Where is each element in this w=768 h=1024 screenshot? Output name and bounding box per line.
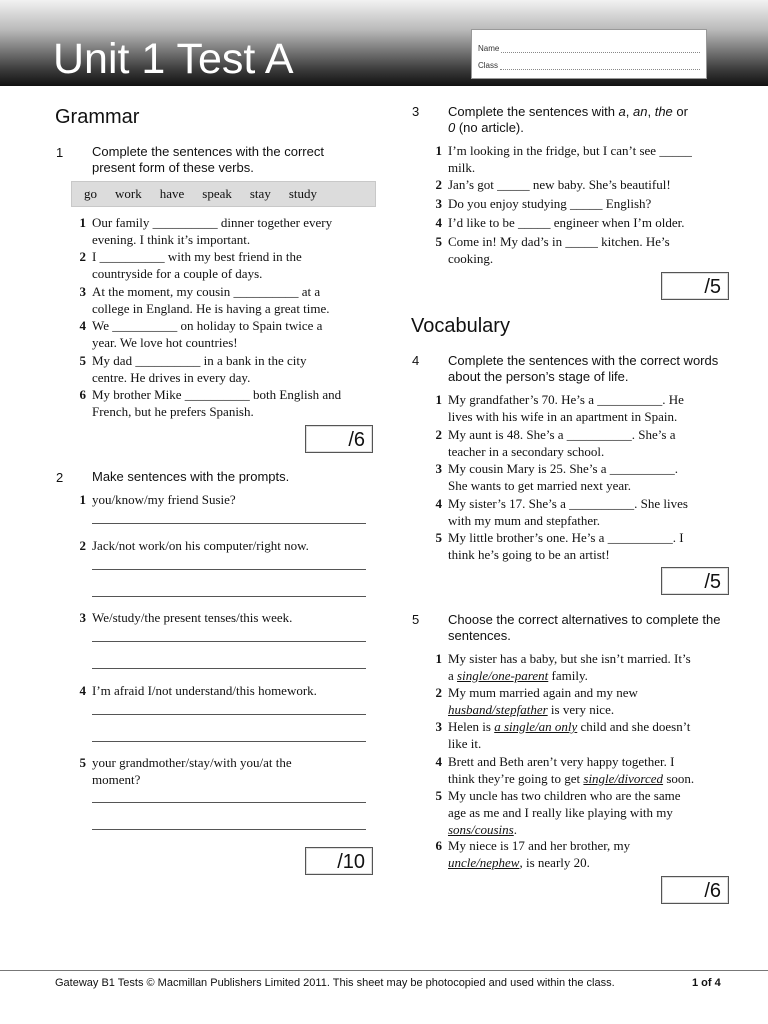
ex1-item-1: 1 Our family __________ dinner together every evening. I think it’s important. (79, 215, 333, 247)
ex2-item-5: 5 your grandmother/stay/with you/at the moment? (79, 755, 292, 787)
ex5-score-box[interactable]: /6 (661, 876, 729, 904)
ex1-item-6: 6 My brother Mike __________ both English and French, but he prefers Spanish. (79, 387, 342, 419)
ex4-item-3: 3 My cousin Mary is 25. She’s a __________. She wants to get married next year. (435, 461, 679, 493)
word-work: work (115, 186, 142, 201)
ex2-answer-line-3b[interactable] (92, 668, 366, 669)
verb-word-box (71, 181, 376, 207)
ex2-score-box[interactable]: /10 (305, 847, 373, 875)
ex4-item-1: 1 My grandfather’s 70. He’s a __________. He lives with his wife in an apartment in Spain. (435, 392, 684, 424)
ex1-item-3: 3 At the moment, my cousin __________ at a college in England. He is having a great time. (79, 284, 330, 316)
footer-copyright: Gateway B1 Tests © Macmillan Publishers Limited 2011. This sheet may be photocopied and used within the class. (55, 977, 615, 989)
ex2-item-3: 3 We/study/the present tenses/this week. (79, 610, 293, 625)
ex5-item-3: 3 Helen is a single/an only child and she doesn’t like it. (435, 719, 691, 751)
ex3-item-2: 2 Jan’s got _____ new baby. She’s beautiful! (435, 177, 671, 192)
word-have: have (159, 186, 185, 201)
exercise-5-instruction: Choose the correct alternatives to complete the sentences. (448, 612, 721, 643)
name-field[interactable] (478, 44, 700, 53)
ex5-item-2: 2 My mum married again and my new husband/stepfather is very nice. (435, 685, 638, 717)
exercise-4-number: 4 (412, 353, 420, 368)
ex1-item-5: 5 My dad __________ in a bank in the city centre. He drives in every day. (79, 353, 307, 385)
ex5-item-1: 1 My sister has a baby, but she isn’t married. It’s a single/one-parent family. (435, 651, 691, 683)
ex3-item-4: 4 I’d like to be _____ engineer when I’m older. (435, 215, 685, 230)
ex3-item-3: 3 Do you enjoy studying _____ English? (435, 196, 652, 211)
ex2-answer-line-4a[interactable] (92, 714, 366, 715)
ex1-item-2: 2 I __________ with my best friend in the countryside for a couple of days. (79, 249, 302, 281)
ex3-score-box[interactable]: /5 (661, 272, 729, 300)
ex5-choice-4[interactable]: single/divorced (583, 771, 664, 786)
ex5-item-4: 4 Brett and Beth aren’t very happy together. I think they’re going to get single/divorced soon. (435, 754, 695, 786)
ex2-item-1: 1 you/know/my friend Susie? (79, 492, 236, 507)
word-speak: speak (202, 186, 232, 201)
ex5-item-5: 5 My uncle has two children who are the same age as me and I really like playing with my sons/cousins. (435, 788, 681, 837)
ex3-item-1: 1 I’m looking in the fridge, but I can’t see _____ milk. (435, 143, 692, 175)
ex4-score-box[interactable]: /5 (661, 567, 729, 595)
ex5-choice-6[interactable]: uncle/nephew (448, 855, 520, 870)
ex2-item-2: 2 Jack/not work/on his computer/right now. (79, 538, 309, 553)
class-label: Class (478, 61, 499, 70)
exercise-2-instruction: Make sentences with the prompts. (92, 469, 290, 484)
ex5-choice-3[interactable]: a single/an only (494, 719, 578, 734)
ex4-item-4: 4 My sister’s 17. She’s a __________. She lives with my mum and stepfather. (435, 496, 688, 528)
ex2-answer-line-4b[interactable] (92, 741, 366, 742)
exercise-1-instruction: Complete the sentences with the correct present form of these verbs. (92, 144, 324, 175)
exercise-3-instruction: Complete the sentences with a, an, the or 0 (no article). (448, 104, 688, 135)
ex2-answer-line-2b[interactable] (92, 596, 366, 597)
exercise-4-instruction: Complete the sentences with the correct words about the person’s stage of life. (448, 353, 719, 384)
page-title: Unit 1 Test A (53, 35, 294, 83)
name-label: Name (478, 44, 500, 53)
class-field[interactable] (478, 61, 700, 70)
ex2-answer-line-1[interactable] (92, 523, 366, 524)
footer-divider (0, 970, 768, 971)
exercise-5-number: 5 (412, 612, 420, 627)
word-stay: stay (249, 186, 271, 201)
ex2-answer-line-5a[interactable] (92, 802, 366, 803)
exercise-2-number: 2 (56, 470, 64, 485)
ex2-answer-line-3a[interactable] (92, 641, 366, 642)
ex1-item-4: 4 We __________ on holiday to Spain twice a year. We love hot countries! (79, 318, 323, 350)
word-go: go (84, 186, 97, 201)
ex2-answer-line-2a[interactable] (92, 569, 366, 570)
ex5-item-6: 6 My niece is 17 and her brother, my uncle/nephew, is nearly 20. (435, 838, 631, 870)
ex1-score-box[interactable]: /6 (305, 425, 373, 453)
word-study: study (288, 186, 317, 201)
grammar-heading: Grammar (55, 106, 140, 128)
ex5-choice-5[interactable]: sons/cousins (448, 822, 514, 837)
ex3-item-5: 5 Come in! My dad’s in _____ kitchen. He’s cooking. (435, 234, 670, 266)
ex4-item-2: 2 My aunt is 48. She’s a __________. She’s a teacher in a secondary school. (435, 427, 676, 459)
ex4-item-5: 5 My little brother’s one. He’s a __________. I think he’s going to be an artist! (435, 530, 684, 562)
ex5-choice-1[interactable]: single/one-parent (457, 668, 549, 683)
exercise-3-number: 3 (412, 104, 420, 119)
exercise-1-number: 1 (56, 145, 64, 160)
ex5-choice-2[interactable]: husband/stepfather (448, 702, 548, 717)
ex2-answer-line-5b[interactable] (92, 829, 366, 830)
name-class-box (471, 29, 707, 79)
ex2-item-4: 4 I’m afraid I/not understand/this homework. (79, 683, 317, 698)
vocabulary-heading: Vocabulary (411, 315, 510, 337)
page-number: 1 of 4 (692, 977, 721, 989)
